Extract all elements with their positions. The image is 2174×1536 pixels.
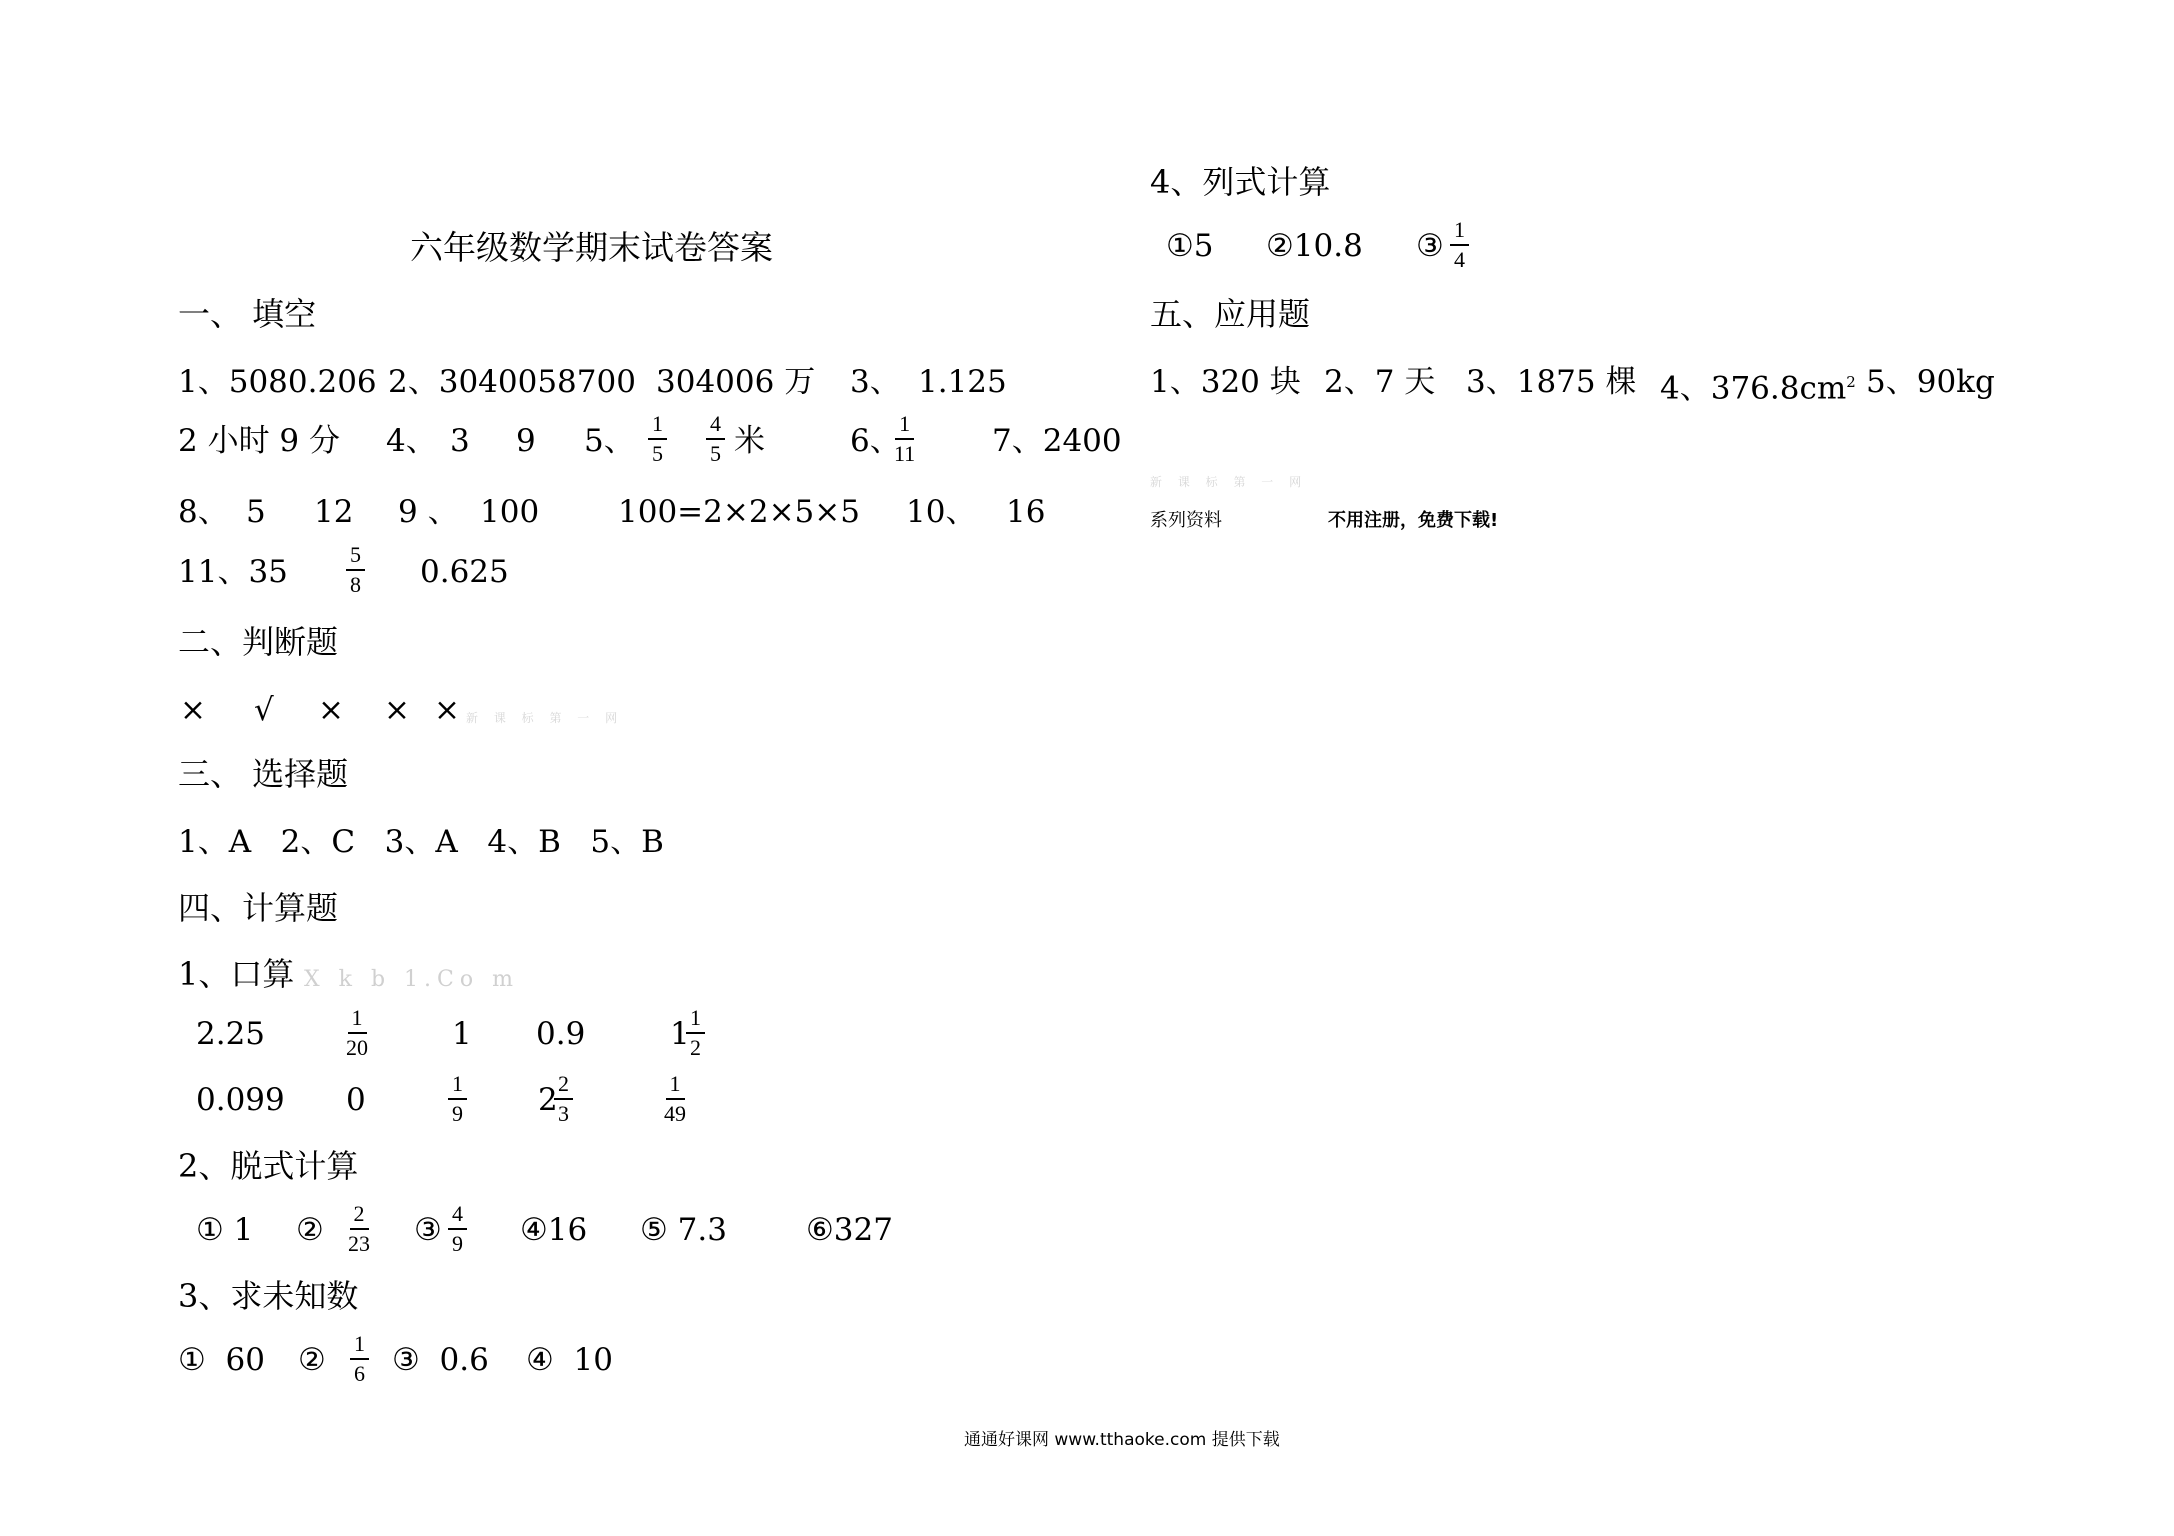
fb-7: 7、2400 (992, 423, 1122, 459)
footer-credit: 通通好课网 www.tthaoke.com 提供下载 (964, 1430, 1280, 1450)
mm-4: 0.9 (536, 1016, 586, 1052)
denominator: 3 (558, 1101, 569, 1126)
fb-9b: 100=2×2×5×5 (618, 494, 860, 530)
list-calc-heading: 4、列式计算 (1150, 163, 1331, 201)
watermark-text: 新 课 标 第 一 网 (466, 711, 624, 725)
fraction (554, 1072, 573, 1126)
lc-1: ①5 (1166, 228, 1214, 264)
denominator: 4 (1454, 247, 1465, 272)
fb-4b: 9 (516, 423, 536, 459)
choice-answers: 1、A 2、C 3、A 4、B 5、B (178, 824, 664, 860)
fb-3: 3、 (850, 364, 901, 400)
mark-2: √ (254, 692, 274, 728)
sc-4: ④16 (520, 1212, 588, 1248)
numerator: 1 (350, 1332, 369, 1360)
denominator: 49 (664, 1101, 686, 1126)
denominator: 5 (652, 441, 663, 466)
numerator: 2 (350, 1202, 369, 1230)
fraction (664, 1072, 686, 1126)
fb-8: 8、 (178, 494, 229, 530)
fb-4: 4、 (386, 423, 437, 459)
su-4: ④ 10 (526, 1342, 613, 1378)
fb-11b: 0.625 (420, 554, 509, 590)
numerator: 2 (554, 1072, 573, 1100)
fb-4a: 3 (450, 423, 470, 459)
denominator: 11 (894, 441, 916, 466)
fb-1: 1、5080.206 (178, 364, 377, 400)
fb-2-a: 2 小时 9 分 (178, 423, 341, 459)
mark-4: × (384, 692, 410, 728)
section-4-heading: 四、计算题 (178, 889, 339, 927)
denominator: 9 (452, 1231, 463, 1256)
denominator: 20 (346, 1035, 368, 1060)
sc-1: ① 1 (196, 1212, 254, 1248)
fraction (346, 543, 365, 597)
mental-math-heading: 1、口算 (178, 955, 295, 993)
denominator: 9 (452, 1101, 463, 1126)
watermark-text: X k b 1.Co m (304, 967, 519, 992)
su-3: ③ 0.6 (392, 1342, 489, 1378)
fb-3b: 1.125 (918, 364, 1007, 400)
su-1: ① 60 (178, 1342, 265, 1378)
series-label: 系列资料 (1150, 510, 1222, 531)
numerator: 1 (448, 1072, 467, 1100)
numerator: 1 (648, 412, 667, 440)
fraction (348, 1202, 370, 1256)
numerator: 5 (346, 543, 365, 571)
su-2: ② (298, 1342, 326, 1378)
app-2: 2、7 天 (1324, 364, 1436, 400)
fraction (1450, 218, 1469, 272)
fb-2b: 304006 万 (656, 364, 816, 400)
fb-9: 9 、 (398, 494, 459, 530)
fraction (350, 1332, 369, 1386)
section-2-heading: 二、判断题 (178, 623, 339, 661)
section-3-heading: 三、 选择题 (178, 755, 349, 793)
sc-3: ③ (414, 1212, 442, 1248)
denominator: 5 (710, 441, 721, 466)
watermark-text: 新 课 标 第 一 网 (1150, 475, 1308, 489)
fb-10: 10、 (906, 494, 977, 530)
lc-3: ③ (1416, 228, 1444, 264)
app-3: 3、1875 棵 (1466, 364, 1637, 400)
promo-text: 不用注册，免费下载! (1328, 510, 1499, 531)
fb-8b: 12 (314, 494, 354, 530)
numerator: 1 (666, 1072, 685, 1100)
app-4-value: 4、376.8cm (1660, 370, 1847, 407)
app-5: 5、90kg (1866, 364, 1995, 400)
numerator: 4 (706, 412, 725, 440)
fb-11: 11、35 (178, 554, 288, 590)
solve-unknown-heading: 3、求未知数 (178, 1277, 359, 1315)
fraction (448, 1072, 467, 1126)
app-4 (1660, 362, 1856, 408)
fraction (706, 412, 725, 466)
numerator: 4 (448, 1202, 467, 1230)
fraction (686, 1006, 705, 1060)
fraction (346, 1006, 368, 1060)
app-1: 1、320 块 (1150, 364, 1301, 400)
sc-5: ⑤ 7.3 (640, 1212, 727, 1248)
step-calc-heading: 2、脱式计算 (178, 1147, 359, 1185)
fb-5: 5、 (584, 423, 635, 459)
fraction (448, 1202, 467, 1256)
denominator: 6 (354, 1361, 365, 1386)
numerator: 1 (348, 1006, 367, 1034)
fb-10a: 16 (1006, 494, 1046, 530)
numerator: 1 (895, 412, 914, 440)
fraction (894, 412, 915, 466)
unit-meter: 米 (734, 423, 765, 459)
mark-5: × (434, 692, 460, 728)
section-5-heading: 五、应用题 (1150, 295, 1311, 333)
mark-3: × (318, 692, 344, 728)
fraction (648, 412, 667, 466)
mm-1: 2.25 (196, 1016, 266, 1052)
mm-3: 1 (452, 1016, 472, 1052)
fb-8a: 5 (246, 494, 266, 530)
denominator: 2 (690, 1035, 701, 1060)
numerator: 1 (1450, 218, 1469, 246)
fb-6: 6、 (850, 423, 901, 459)
denominator: 8 (350, 572, 361, 597)
fb-9a: 100 (480, 494, 540, 530)
mark-1: × (180, 692, 206, 728)
sc-6: ⑥327 (806, 1212, 893, 1248)
mm-5-whole: 1 (670, 1016, 690, 1052)
sc-2: ② (296, 1212, 324, 1248)
section-1-heading: 一、 填空 (178, 295, 317, 333)
numerator: 1 (686, 1006, 705, 1034)
mm-6: 0.099 (196, 1082, 285, 1118)
lc-2: ②10.8 (1266, 228, 1363, 264)
mm-9-whole: 2 (538, 1082, 558, 1118)
superscript: 2 (1846, 373, 1856, 391)
denominator: 23 (348, 1231, 370, 1256)
mm-7: 0 (346, 1082, 366, 1118)
fb-2: 2、3040058700 (388, 364, 636, 400)
page-title: 六年级数学期末试卷答案 (410, 228, 773, 267)
